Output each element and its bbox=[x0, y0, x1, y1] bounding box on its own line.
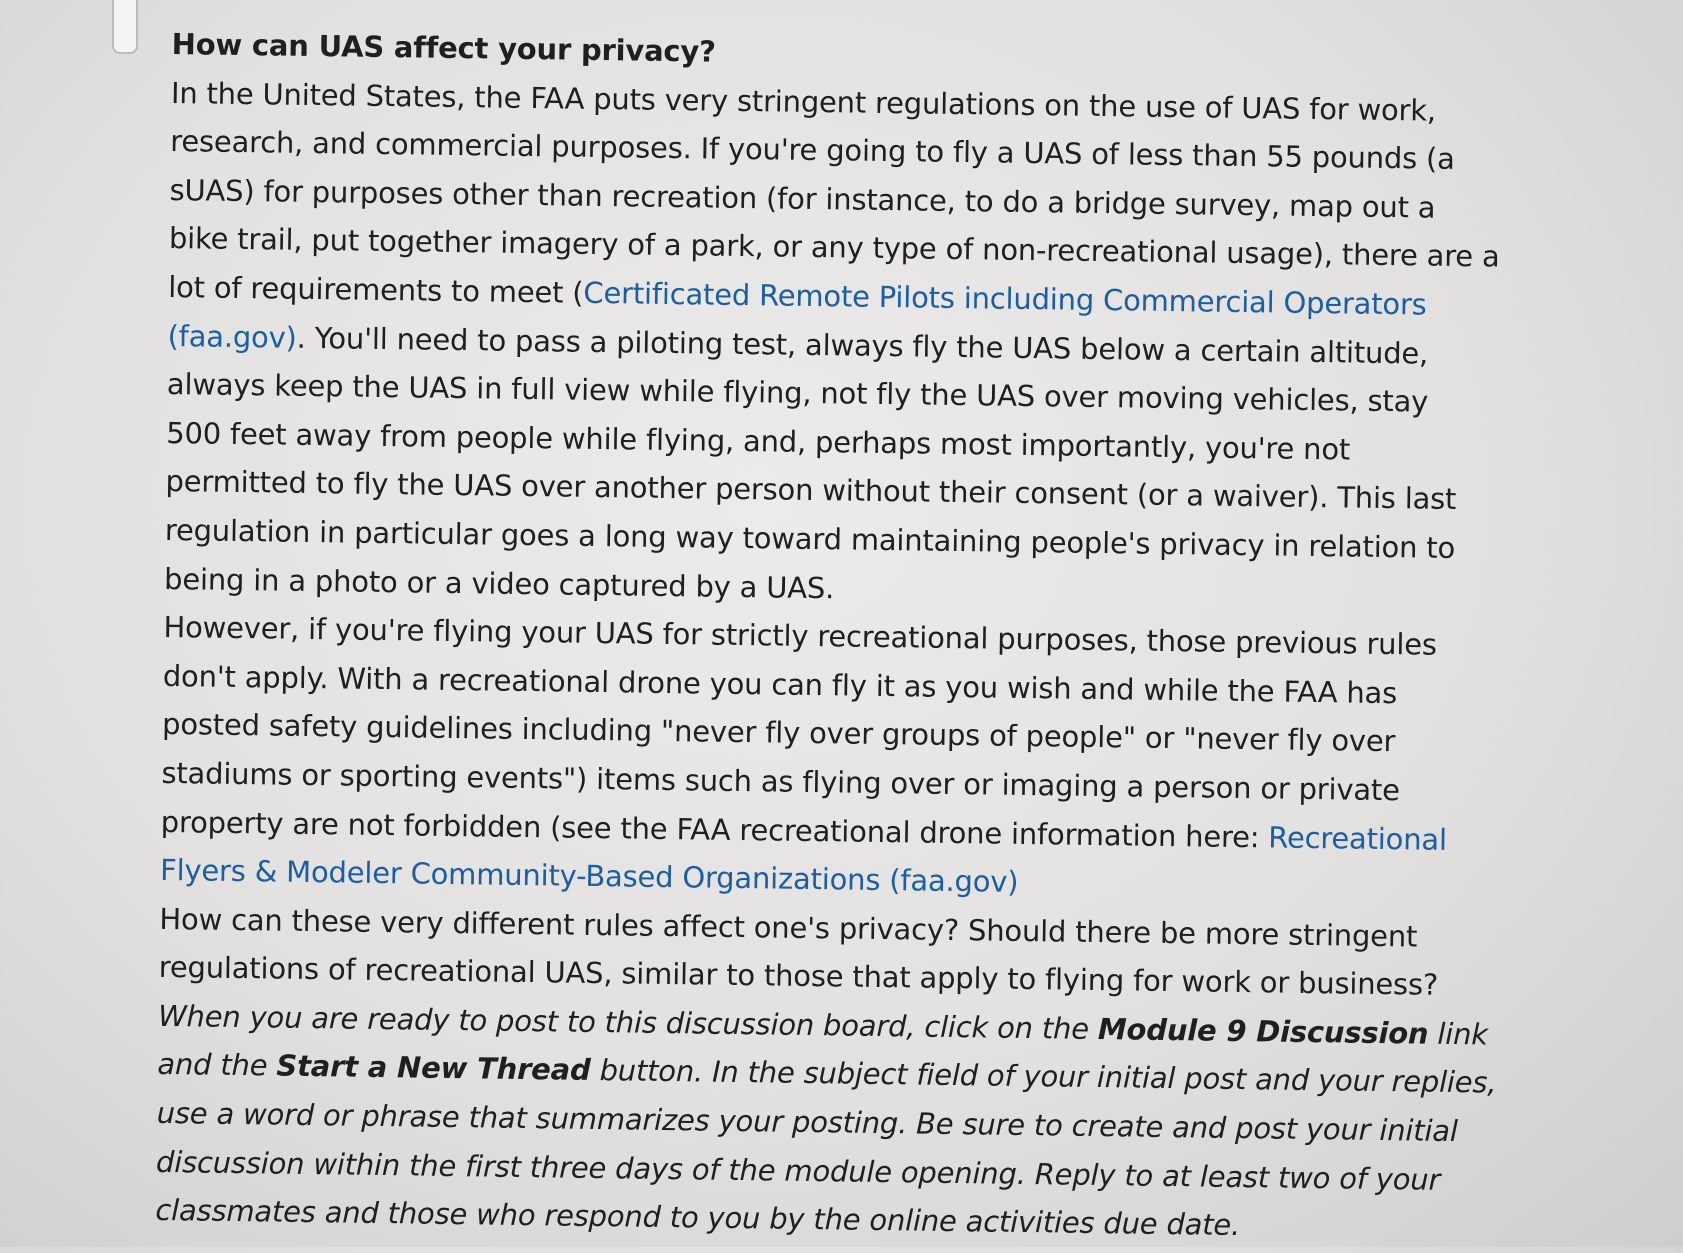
text-segment: research, and commercial purposes. If you're going to fly a UAS of less than 55 pounds (a bbox=[170, 124, 1455, 177]
text-segment: 500 feet away from people while flying, and, perhaps most importantly, you're not bbox=[165, 415, 1351, 467]
discussion-prompt bbox=[155, 20, 1511, 1253]
text-segment: lot of requirements to meet ( bbox=[168, 269, 584, 310]
text-segment: However, if you're flying your UAS for strictly recreational purposes, those previous rules bbox=[163, 610, 1438, 662]
text-segment: Module 9 Discussion bbox=[1097, 1011, 1429, 1051]
text-segment: bike trail, put together imagery of a park, or any type of non-recreational usage), there are a bbox=[168, 221, 1500, 274]
prompt-body bbox=[155, 69, 1510, 1253]
page-title: How can UAS affect your privacy? bbox=[171, 26, 717, 69]
text-segment: . You'll need to pass a piloting test, always fly the UAS below a certain altitude, bbox=[296, 320, 1429, 371]
text-segment: permitted to fly the UAS over another person without their consent (or a waiver). This last bbox=[165, 464, 1457, 517]
text-segment: property are not forbidden (see the FAA recreational drone information here: bbox=[160, 804, 1269, 854]
text-segment: regulation in particular goes a long way toward maintaining people's privacy in relation to bbox=[164, 512, 1456, 565]
text-segment: and the bbox=[157, 1047, 277, 1084]
faa-link[interactable]: Flyers & Modeler Community-Based Organizations (faa.gov) bbox=[159, 853, 1019, 899]
text-segment: don't apply. With a recreational drone you can fly it as you wish and while the FAA has bbox=[162, 658, 1398, 710]
text-segment: being in a photo or a video captured by a UAS. bbox=[163, 561, 835, 605]
scroll-tab bbox=[112, 0, 138, 54]
text-segment: regulations of recreational UAS, similar to those that apply to flying for work or business? bbox=[158, 950, 1439, 1003]
text-segment: link bbox=[1428, 1016, 1489, 1052]
text-segment: discussion within the first three days of the module opening. Reply to at least two of your bbox=[155, 1144, 1441, 1197]
text-segment: In the United States, the FAA puts very stringent regulations on the use of UAS for work, bbox=[170, 75, 1437, 128]
text-segment: stadiums or sporting events") items such as flying over or imaging a person or private bbox=[161, 755, 1400, 808]
text-segment: button. In the subject field of your initial post and your replies, bbox=[590, 1053, 1497, 1101]
text-segment: classmates and those who respond to you by the online activities due date. bbox=[155, 1193, 1241, 1243]
text-segment: use a word or phrase that summarizes your posting. Be sure to create and post your initial bbox=[156, 1095, 1458, 1149]
faa-link[interactable]: Recreational bbox=[1268, 819, 1448, 857]
text-segment: How can these very different rules affect one's privacy? Should there be more stringent bbox=[159, 901, 1418, 954]
text-segment: When you are ready to post to this discussion board, click on the bbox=[157, 998, 1099, 1046]
faa-link[interactable]: Certificated Remote Pilots including Commercial Operators bbox=[583, 275, 1427, 322]
text-segment: posted safety guidelines including "never fly over groups of people" or "never fly over bbox=[161, 707, 1396, 759]
text-segment: Start a New Thread bbox=[276, 1049, 591, 1088]
faa-link[interactable]: (faa.gov) bbox=[167, 318, 297, 355]
text-segment: always keep the UAS in full view while flying, not fly the UAS over moving vehicles, stay bbox=[166, 367, 1429, 419]
text-segment: sUAS) for purposes other than recreation (for instance, to do a bridge survey, map out a bbox=[169, 172, 1436, 225]
